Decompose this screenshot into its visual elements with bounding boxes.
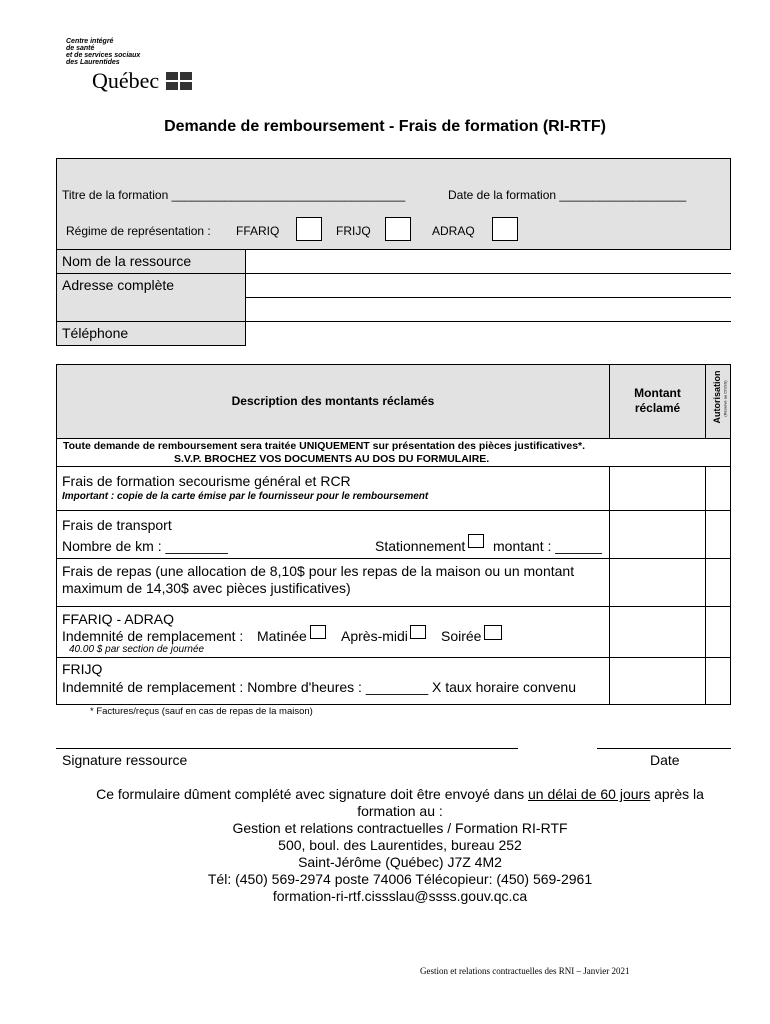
repas-line-2: maximum de 14,30$ avec pièces justificatives)	[62, 580, 351, 596]
autorisation-subheader: (Réservé au CISSS)	[722, 380, 728, 417]
instructions-line-3: Gestion et relations contractuelles / Formation RI-RTF	[232, 820, 568, 836]
montant-header-1: Montant	[634, 386, 681, 400]
ffariq-label: FFARIQ	[236, 224, 280, 238]
apres-midi-checkbox[interactable]	[410, 625, 426, 639]
stationnement-label: Stationnement	[375, 538, 466, 554]
instructions-line-6: Tél: (450) 569-2974 poste 74006 Télécopieur: (450) 569-2961	[207, 871, 593, 887]
description-header: Description des montants réclamés	[231, 394, 435, 408]
page-title: Demande de remboursement - Frais de formation (RI-RTF)	[164, 118, 606, 135]
instructions-line-2: formation au :	[357, 803, 443, 819]
adresse-label: Adresse complète	[62, 277, 175, 293]
transport-label: Frais de transport	[62, 517, 172, 533]
page-footer: Gestion et relations contractuelles des RNI – Janvier 2021	[420, 966, 630, 976]
stationnement-checkbox[interactable]	[468, 534, 484, 548]
stationnement-montant-field[interactable]: montant : ______	[493, 538, 602, 554]
frijq-checkbox[interactable]	[385, 217, 411, 241]
titre-formation-field[interactable]: Titre de la formation ___________________________________	[62, 188, 406, 202]
frijq-indemnite-text: Indemnité de remplacement : Nombre d'heures : ________ X taux horaire convenu	[62, 679, 576, 695]
instructions-line-1: Ce formulaire dûment complété avec signature doit être envoyé dans un délai de 60 jours après la	[96, 786, 704, 802]
logo-line-2: de santé	[66, 45, 95, 52]
secourisme-label: Frais de formation secourisme général et RCR	[62, 473, 351, 489]
km-field[interactable]: Nombre de km : ________	[62, 538, 228, 554]
date-label: Date	[650, 752, 680, 768]
logo-line-1: Centre intégré	[66, 38, 114, 45]
instructions-block	[60, 786, 740, 905]
logo-line-3: et de services sociaux	[66, 52, 141, 59]
indemnite-label: Indemnité de remplacement :	[62, 628, 244, 644]
frijq-label: FRIJQ	[336, 224, 371, 238]
instructions-line-4: 500, boul. des Laurentides, bureau 252	[278, 837, 522, 853]
frijq-section-label: FRIJQ	[62, 661, 103, 677]
nom-ressource-label: Nom de la ressource	[62, 253, 192, 269]
notice-justificatives: Toute demande de remboursement sera traitée UNIQUEMENT sur présentation des pièces justificatives*.	[63, 440, 586, 452]
secourisme-note: Important : copie de la carte émise par le fournisseur pour le remboursement	[62, 491, 429, 502]
delai-underlined: un délai de 60 jours	[528, 786, 651, 802]
indemnite-note: 40.00 $ par section de journée	[69, 644, 205, 655]
soiree-checkbox[interactable]	[484, 625, 502, 640]
signature-line[interactable]	[56, 748, 518, 749]
telephone-label: Téléphone	[62, 325, 129, 341]
date-line[interactable]	[597, 748, 731, 749]
soiree-label: Soirée	[441, 628, 482, 644]
date-formation-field[interactable]: Date de la formation ___________________	[448, 188, 687, 202]
adraq-checkbox[interactable]	[492, 217, 518, 241]
regime-label: Régime de représentation :	[66, 224, 211, 238]
adraq-label: ADRAQ	[432, 224, 475, 238]
adresse-input-1[interactable]	[247, 275, 729, 296]
footnote: * Factures/reçus (sauf en cas de repas de la maison)	[90, 706, 313, 717]
quebec-flag-icon	[165, 71, 195, 91]
adresse-input-2[interactable]	[247, 299, 729, 320]
repas-line-1: Frais de repas (une allocation de 8,10$ pour les repas de la maison ou un montant	[62, 563, 575, 579]
ffariq-checkbox[interactable]	[296, 217, 322, 241]
apres-midi-label: Après-midi	[341, 628, 408, 644]
nom-ressource-input[interactable]	[247, 251, 729, 272]
ffariq-adraq-label: FFARIQ - ADRAQ	[62, 611, 175, 627]
quebec-wordmark: Québec	[92, 68, 160, 93]
instructions-line-5: Saint-Jérôme (Québec) J7Z 4M2	[298, 854, 502, 870]
signature-label: Signature ressource	[62, 752, 188, 768]
organization-logo	[66, 38, 195, 94]
montant-header-2: réclamé	[634, 401, 681, 415]
autorisation-header: Autorisation	[712, 370, 722, 424]
logo-line-4: des Laurentides	[66, 59, 120, 66]
matinee-label: Matinée	[257, 628, 307, 644]
notice-brochez: S.V.P. BROCHEZ VOS DOCUMENTS AU DOS DU FORMULAIRE.	[174, 453, 490, 465]
matinee-checkbox[interactable]	[310, 625, 326, 639]
telephone-input[interactable]	[247, 323, 729, 344]
contact-email[interactable]: formation-ri-rtf.cissslau@ssss.gouv.qc.ca	[272, 888, 528, 904]
